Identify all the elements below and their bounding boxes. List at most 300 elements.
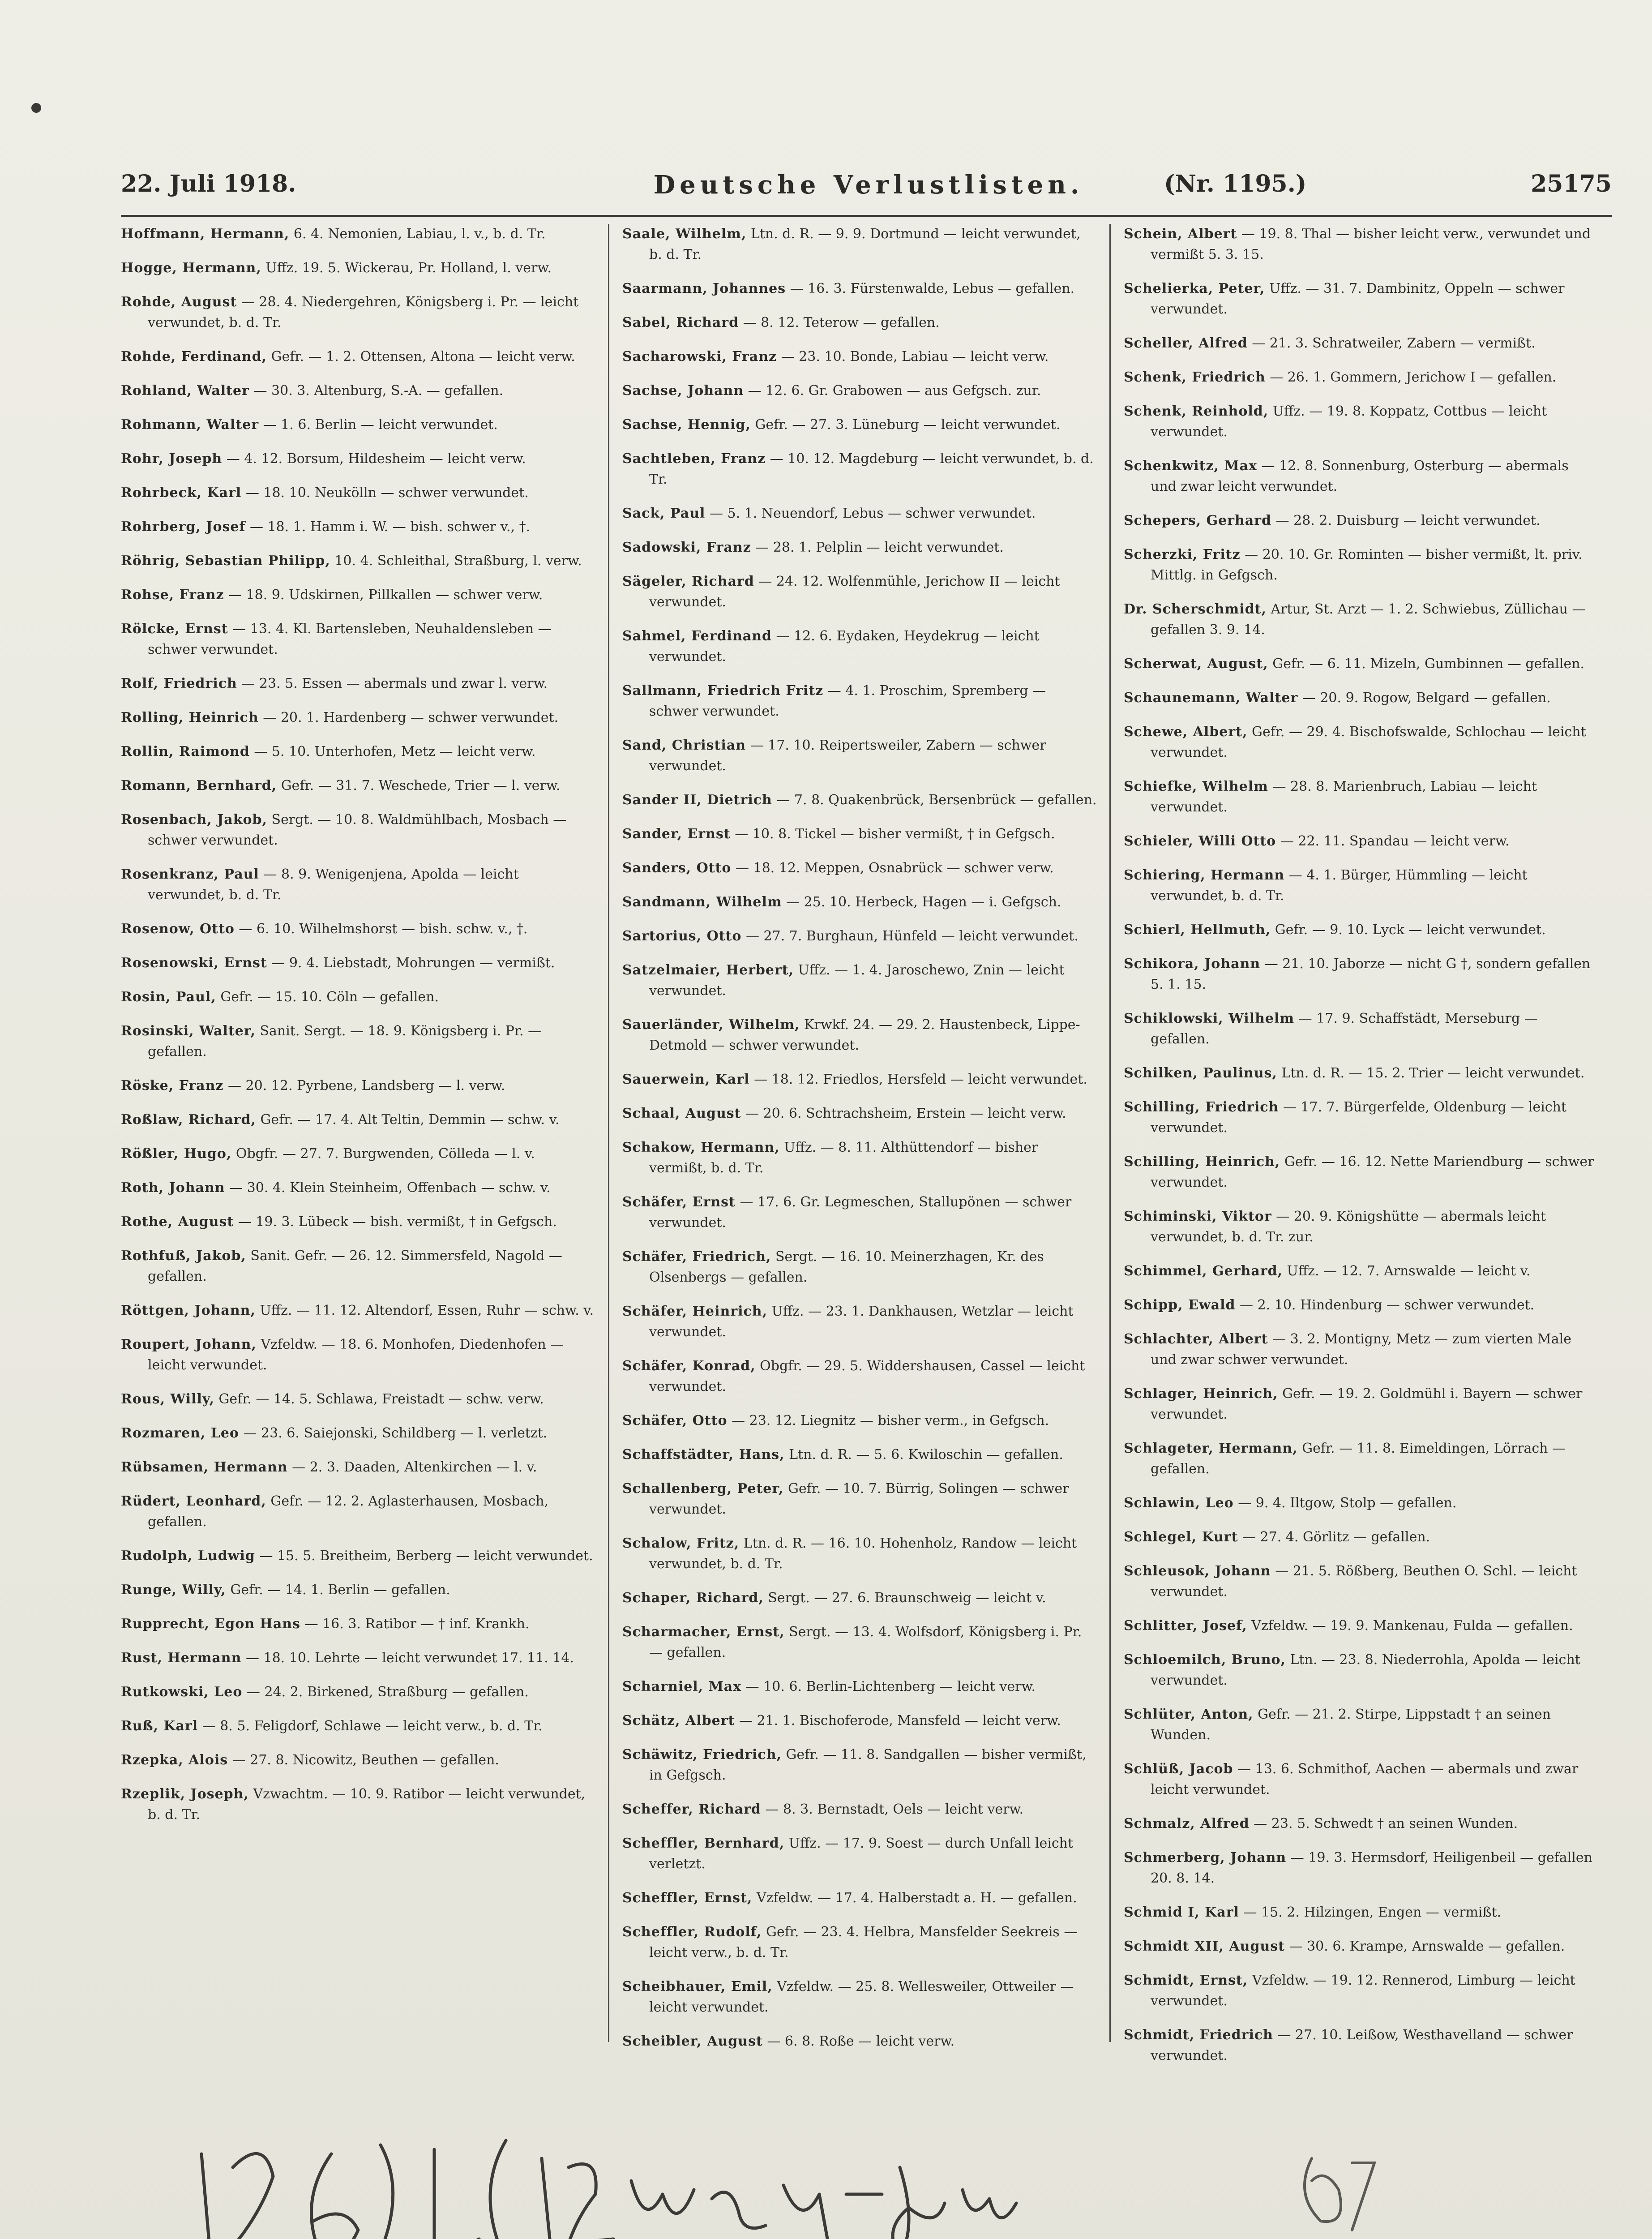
entry-name: Runge, Willy, (121, 1582, 226, 1598)
entry-details: Sergt. — 27. 6. Braunschweig — leicht v. (768, 1590, 1046, 1606)
entry-name: Schlegel, Kurt (1124, 1529, 1238, 1545)
entry-details: — 9. 4. Liebstadt, Mohrungen — vermißt. (271, 955, 555, 971)
entry-name: Schmidt XII, August (1124, 1939, 1285, 1954)
entry-details: Ltn. d. R. — 15. 2. Trier — leicht verwundet. (1281, 1065, 1585, 1081)
casualty-entry (1124, 688, 1598, 708)
entry-details: Vzfeldw. — 25. 8. Wellesweiler, Ottweiler — leicht verwundet. (649, 1979, 1074, 2015)
entry-name: Scheibler, August (622, 2033, 763, 2049)
entry-details: Ltn. d. R. — 5. 6. Kwiloschin — gefallen. (789, 1447, 1063, 1463)
entry-name: Rosenbach, Jakob, (121, 812, 267, 828)
margin-notes (121, 2060, 1612, 2239)
casualty-entry (1124, 1970, 1598, 2012)
entry-details: Vzfeldw. — 19. 9. Mankenau, Fulda — gefallen. (1251, 1618, 1573, 1634)
casualty-entry (121, 1300, 595, 1321)
entry-name: Rothfuß, Jakob, (121, 1248, 246, 1264)
casualty-entry (121, 708, 595, 728)
entry-name: Schmidt, Ernst, (1124, 1973, 1248, 1988)
entry-details: — 9. 4. Iltgow, Stolp — gefallen. (1238, 1495, 1457, 1511)
entry-details: Gefr. — 17. 4. Alt Teltin, Demmin — schw. v. (260, 1112, 560, 1128)
entry-name: Schmid I, Karl (1124, 1904, 1239, 1920)
entry-name: Schäfer, Otto (622, 1413, 728, 1428)
casualty-entry (622, 1015, 1097, 1056)
entry-details: — 20. 9. Königshütte — abermals leicht verwundet, b. d. Tr. zur. (1151, 1209, 1546, 1245)
entry-details: — 10. 12. Magdeburg — leicht verwundet, b. d. Tr. (649, 451, 1094, 487)
entry-details: — 5. 1. Neuendorf, Lebus — schwer verwundet. (710, 506, 1036, 521)
entry-details: Artur, St. Arzt — 1. 2. Schwiebus, Züllichau — gefallen 3. 9. 14. (1151, 601, 1586, 638)
entry-name: Roupert, Johann, (121, 1337, 257, 1352)
column-divider (1109, 224, 1111, 2042)
casualty-entry (622, 1479, 1097, 1520)
casualty-entry (121, 1246, 595, 1287)
entry-name: Schlager, Heinrich, (1124, 1386, 1278, 1402)
entry-details: — 20. 10. Gr. Rominten — bisher vermißt, lt. priv. Mittlg. in Gefgsch. (1151, 547, 1583, 583)
casualty-entry (622, 2031, 1097, 2052)
entry-details: — 18. 12. Meppen, Osnabrück — schwer verw. (735, 860, 1054, 876)
casualty-entry (1124, 333, 1598, 354)
entry-details: — 17. 10. Reipertsweiler, Zabern — schwer verwundet. (649, 738, 1046, 774)
entry-details: Uffz. — 19. 8. Koppatz, Cottbus — leicht verwundet. (1151, 403, 1547, 440)
entry-name: Sauerwein, Karl (622, 1072, 750, 1087)
entry-details: — 21. 10. Jaborze — nicht G †, sondern gefallen 5. 1. 15. (1151, 956, 1591, 992)
entry-name: Schein, Albert (1124, 226, 1237, 242)
casualty-entry (121, 953, 595, 974)
entry-details: Obgfr. — 29. 5. Widdershausen, Cassel — leicht verwundet. (649, 1358, 1085, 1394)
entry-details: Uffz. — 31. 7. Dambinitz, Oppeln — schwer verwundet. (1151, 281, 1565, 317)
entry-details: — 16. 3. Fürstenwalde, Lebus — gefallen. (790, 281, 1075, 296)
entry-details: — 28. 8. Marienbruch, Labiau — leicht verwundet. (1151, 779, 1537, 815)
entry-details: — 8. 3. Bernstadt, Oels — leicht verw. (765, 1801, 1024, 1817)
casualty-entry (121, 415, 595, 435)
entry-details: — 20. 1. Hardenberg — schwer verwundet. (263, 710, 559, 725)
casualty-entry (121, 619, 595, 660)
entry-name: Schiminski, Viktor (1124, 1209, 1272, 1224)
entry-details: — 28. 4. Niedergehren, Königsberg i. Pr. — leicht verwundet, b. d. Tr. (148, 294, 579, 330)
entry-name: Schierl, Hellmuth, (1124, 922, 1271, 938)
entry-name: Rohde, August (121, 294, 237, 310)
handwritten-annotation (184, 2127, 1034, 2239)
entry-details: — 4. 1. Proschim, Spremberg — schwer verwundet. (649, 683, 1046, 719)
entry-details: Uffz. — 11. 12. Altendorf, Essen, Ruhr — schw. v. (260, 1303, 594, 1318)
entry-name: Schenkwitz, Max (1124, 458, 1257, 474)
entry-details: — 24. 2. Birkened, Straßburg — gefallen. (246, 1684, 529, 1700)
casualty-entry (121, 1750, 595, 1771)
entry-name: Röttgen, Johann, (121, 1303, 256, 1318)
casualty-entry (121, 551, 595, 571)
casualty-entry (121, 258, 595, 279)
entry-details: — 21. 1. Bischoferode, Mansfeld — leicht verw. (739, 1713, 1061, 1729)
entry-details: Ltn. d. R. — 9. 9. Dortmund — leicht verwundet, b. d. Tr. (649, 226, 1081, 262)
entry-name: Rzeplik, Joseph, (121, 1786, 249, 1802)
column-divider (608, 224, 609, 2042)
casualty-entry (121, 810, 595, 851)
casualty-entry (1124, 1848, 1598, 1889)
casualty-entry (1124, 599, 1598, 640)
entry-name: Schmerberg, Johann (1124, 1850, 1287, 1866)
entry-details: — 30. 3. Altenburg, S.-A. — gefallen. (253, 383, 504, 399)
entry-name: Sanders, Otto (622, 860, 732, 876)
casualty-entry (622, 1137, 1097, 1179)
entry-details: Vzfeldw. — 17. 4. Halberstadt a. H. — gefallen. (756, 1890, 1077, 1906)
entry-name: Rozmaren, Leo (121, 1425, 239, 1441)
casualty-entry (1124, 1527, 1598, 1548)
casualty-entry (622, 824, 1097, 845)
entry-details: — 6. 8. Roße — leicht verw. (767, 2033, 955, 2049)
casualty-entry (622, 224, 1097, 265)
entry-name: Sallmann, Friedrich Fritz (622, 683, 824, 699)
entry-name: Schakow, Hermann, (622, 1140, 780, 1155)
entry-details: — 27. 4. Görlitz — gefallen. (1242, 1529, 1430, 1545)
casualty-list-columns (121, 224, 1612, 2063)
casualty-entry (121, 1178, 595, 1198)
entry-details: — 12. 6. Eydaken, Heydekrug — leicht verwundet. (649, 628, 1040, 665)
column-3 (1124, 224, 1598, 2063)
casualty-entry (622, 1833, 1097, 1874)
entry-details: — 16. 3. Ratibor — † inf. Krankh. (304, 1616, 530, 1632)
entry-name: Scharmacher, Ernst, (622, 1624, 785, 1640)
entry-name: Schleusok, Johann (1124, 1563, 1271, 1579)
casualty-entry (121, 1580, 595, 1600)
entry-details: — 6. 10. Wilhelmshorst — bish. schw. v., †. (239, 921, 528, 937)
entry-details: — 20. 6. Schtrachsheim, Erstein — leicht verw. (745, 1106, 1066, 1121)
entry-name: Rupprecht, Egon Hans (121, 1616, 301, 1632)
entry-details: Sanit. Sergt. — 18. 9. Königsberg i. Pr. — gefallen. (148, 1023, 542, 1059)
casualty-entry (1124, 1936, 1598, 1957)
entry-details: — 18. 10. Lehrte — leicht verwundet 17. 11. 14. (245, 1650, 574, 1666)
entry-name: Schenk, Reinhold, (1124, 403, 1269, 419)
entry-details: Gefr. — 12. 2. Aglasterhausen, Mosbach, gefallen. (148, 1493, 549, 1530)
entry-name: Rollin, Raimond (121, 744, 250, 759)
casualty-entry (121, 224, 595, 244)
casualty-entry (622, 1356, 1097, 1397)
entry-details: — 5. 10. Unterhofen, Metz — leicht verw. (254, 744, 536, 759)
casualty-entry (121, 1423, 595, 1444)
casualty-entry (121, 381, 595, 401)
entry-details: Gefr. — 9. 10. Lyck — leicht verwundet. (1275, 922, 1546, 938)
entry-name: Schlitter, Josef, (1124, 1618, 1247, 1634)
entry-details: — 2. 10. Hindenburg — schwer verwundet. (1240, 1297, 1535, 1313)
entry-name: Schiefke, Wilhelm (1124, 779, 1268, 794)
entry-details: — 27. 7. Burghaun, Hünfeld — leicht verwundet. (745, 928, 1079, 944)
entry-details: Gefr. — 10. 7. Bürrig, Solingen — schwer verwundet. (649, 1481, 1069, 1517)
entry-details: — 23. 5. Essen — abermals und zwar l. verw. (241, 676, 548, 691)
entry-name: Schäfer, Heinrich, (622, 1304, 768, 1319)
entry-details: — 30. 6. Krampe, Arnswalde — gefallen. (1289, 1939, 1565, 1954)
casualty-entry (622, 926, 1097, 947)
entry-details: — 21. 3. Schratweiler, Zabern — vermißt. (1252, 335, 1536, 351)
entry-details: Gefr. — 1. 2. Ottensen, Altona — leicht verw. (271, 349, 575, 365)
entry-name: Schilling, Heinrich, (1124, 1154, 1280, 1170)
entry-name: Scherwat, August, (1124, 656, 1268, 672)
casualty-entry (622, 381, 1097, 401)
casualty-entry (622, 1411, 1097, 1431)
casualty-entry (622, 1677, 1097, 1697)
casualty-entry (1124, 1063, 1598, 1084)
entry-name: Sahmel, Ferdinand (622, 628, 772, 644)
entry-details: — 2. 3. Daaden, Altenkirchen — l. v. (292, 1459, 537, 1475)
entry-name: Schäfer, Friedrich, (622, 1249, 771, 1265)
handwritten-mark (1285, 2132, 1401, 2239)
entry-name: Schipp, Ewald (1124, 1297, 1236, 1313)
entry-name: Rothe, August (121, 1214, 234, 1230)
casualty-entry (622, 892, 1097, 913)
casualty-entry (1124, 456, 1598, 497)
casualty-entry (121, 987, 595, 1008)
entry-details: Ltn. — 23. 8. Niederrohla, Apolda — leicht verwundet. (1151, 1652, 1580, 1688)
casualty-entry (622, 1622, 1097, 1663)
column-2 (622, 224, 1097, 2049)
entry-details: — 1. 6. Berlin — leicht verwundet. (263, 417, 498, 433)
entry-name: Schelierka, Peter, (1124, 281, 1265, 296)
handwriting-mark-strokes (1285, 2132, 1401, 2239)
entry-name: Rosenowski, Ernst (121, 955, 267, 971)
entry-name: Schlüter, Anton, (1124, 1707, 1254, 1722)
entry-details: Gefr. — 21. 2. Stirpe, Lippstadt † an seinen Wunden. (1151, 1707, 1551, 1743)
entry-name: Schäfer, Ernst (622, 1194, 736, 1210)
entry-name: Schieler, Willi Otto (1124, 833, 1276, 849)
entry-name: Rohland, Walter (121, 383, 249, 399)
entry-details: — 4. 1. Bürger, Hümmling — leicht verwundet, b. d. Tr. (1151, 867, 1528, 904)
casualty-entry (622, 1069, 1097, 1090)
entry-details: — 17. 7. Bürgerfelde, Oldenburg — leicht verwundet. (1151, 1099, 1567, 1136)
entry-details: — 23. 6. Saiejonski, Schildberg — l. verletzt. (243, 1425, 548, 1441)
casualty-entry (622, 537, 1097, 558)
entry-details: — 21. 5. Rößberg, Beuthen O. Schl. — leicht verwundet. (1151, 1563, 1577, 1600)
entry-name: Sack, Paul (622, 506, 706, 521)
casualty-entry (1124, 1493, 1598, 1514)
entry-details: — 10. 6. Berlin-Lichtenberg — leicht verw. (745, 1679, 1036, 1694)
casualty-entry (121, 1784, 595, 1825)
entry-details: Gefr. — 6. 11. Mizeln, Gumbinnen — gefallen. (1272, 656, 1585, 672)
entry-name: Röhrig, Sebastian Philipp, (121, 553, 330, 569)
entry-details: — 23. 12. Liegnitz — bisher verm., in Gefgsch. (732, 1413, 1049, 1428)
casualty-entry (1124, 865, 1598, 906)
entry-name: Scheffler, Bernhard, (622, 1836, 785, 1851)
casualty-entry (121, 742, 595, 762)
entry-name: Sadowski, Franz (622, 540, 751, 555)
entry-details: Vzwachtm. — 10. 9. Ratibor — leicht verwundet, b. d. Tr. (148, 1786, 586, 1823)
entry-details: — 26. 1. Gommern, Jerichow I — gefallen. (1270, 369, 1557, 385)
entry-details: — 30. 4. Klein Steinheim, Offenbach — schw. v. (229, 1180, 551, 1196)
entry-name: Schiklowski, Wilhelm (1124, 1011, 1295, 1026)
entry-name: Schilling, Friedrich (1124, 1099, 1279, 1115)
entry-name: Schloemilch, Bruno, (1124, 1652, 1286, 1668)
casualty-entry (622, 1247, 1097, 1288)
entry-details: Gefr. — 23. 4. Helbra, Mansfelder Seekreis — leicht verw., b. d. Tr. (649, 1924, 1078, 1960)
casualty-entry (1124, 1206, 1598, 1248)
entry-name: Hoffmann, Hermann, (121, 226, 290, 242)
entry-name: Rolf, Friedrich (121, 676, 237, 691)
entry-name: Sachse, Johann (622, 383, 744, 399)
entry-name: Schepers, Gerhard (1124, 513, 1272, 528)
entry-details: — 18. 10. Neukölln — schwer verwundet. (245, 485, 529, 501)
casualty-entry (622, 415, 1097, 435)
casualty-entry (1124, 1704, 1598, 1746)
entry-details: — 20. 12. Pyrbene, Landsberg — l. verw. (228, 1078, 505, 1094)
entry-details: — 28. 1. Pelplin — leicht verwundet. (755, 540, 1004, 555)
casualty-entry (622, 1192, 1097, 1233)
entry-name: Schätz, Albert (622, 1713, 735, 1729)
casualty-entry (1124, 1650, 1598, 1691)
casualty-entry (1124, 1438, 1598, 1480)
casualty-entry (1124, 776, 1598, 818)
entry-name: Rzepka, Alois (121, 1752, 228, 1768)
entry-details: — 22. 11. Spandau — leicht verw. (1280, 833, 1510, 849)
casualty-entry (622, 681, 1097, 722)
casualty-entry (121, 1457, 595, 1478)
entry-details: Gefr. — 19. 2. Goldmühl i. Bayern — schwer verwundet. (1151, 1386, 1583, 1422)
page-number: 25175 (1531, 170, 1612, 197)
column-1 (121, 224, 595, 2042)
entry-name: Schalow, Fritz, (622, 1536, 740, 1551)
entry-details: 6. 4. Nemonien, Labiau, l. v., b. d. Tr. (293, 226, 546, 242)
casualty-entry (622, 626, 1097, 667)
entry-name: Roth, Johann (121, 1180, 225, 1196)
entry-name: Rohmann, Walter (121, 417, 259, 433)
entry-details: — 18. 12. Friedlos, Hersfeld — leicht verwundet. (754, 1072, 1087, 1087)
casualty-entry (121, 1110, 595, 1130)
entry-name: Rößler, Hugo, (121, 1146, 232, 1162)
casualty-entry (121, 585, 595, 605)
entry-name: Scharniel, Max (622, 1679, 742, 1694)
entry-name: Rosin, Paul, (121, 989, 216, 1005)
entry-name: Scheffler, Ernst, (622, 1890, 753, 1906)
entry-details: Krwkf. 24. — 29. 2. Haustenbeck, Lippe-Detmold — schwer verwundet. (649, 1017, 1080, 1053)
casualty-entry (121, 1648, 595, 1669)
entry-name: Sägeler, Richard (622, 574, 754, 589)
entry-name: Schiering, Hermann (1124, 867, 1285, 883)
entry-name: Sachtleben, Franz (622, 451, 766, 467)
entry-name: Schmidt, Friedrich (1124, 2027, 1273, 2043)
casualty-entry (121, 292, 595, 333)
entry-details: — 17. 9. Schaffstädt, Merseburg — gefallen. (1151, 1011, 1538, 1047)
entry-details: Gefr. — 14. 1. Berlin — gefallen. (230, 1582, 450, 1598)
casualty-entry (1124, 401, 1598, 442)
entry-name: Scheffler, Rudolf, (622, 1924, 762, 1940)
entry-details: — 28. 2. Duisburg — leicht verwundet. (1275, 513, 1541, 528)
entry-name: Sauerländer, Wilhelm, (622, 1017, 800, 1033)
entry-details: — 20. 9. Rogow, Belgard — gefallen. (1302, 690, 1551, 706)
casualty-entry (622, 1977, 1097, 2018)
casualty-entry (622, 1301, 1097, 1343)
casualty-entry (1124, 1384, 1598, 1425)
issue-number: (Nr. 1195.) (1164, 170, 1307, 197)
entry-details: Gefr. — 27. 3. Lüneburg — leicht verwundet. (755, 417, 1061, 433)
entry-details: — 13. 6. Schmithof, Aachen — abermals und zwar leicht verwundet. (1151, 1761, 1579, 1797)
entry-name: Scherzki, Fritz (1124, 547, 1241, 562)
entry-name: Roßlaw, Richard, (121, 1112, 256, 1128)
entry-details: — 12. 6. Gr. Grabowen — aus Gefgsch. zur. (748, 383, 1041, 399)
entry-details: — 19. 3. Lübeck — bish. vermißt, † in Gefgsch. (238, 1214, 557, 1230)
entry-details: Gefr. — 14. 5. Schlawa, Freistadt — schw. verw. (218, 1391, 544, 1407)
casualty-entry (121, 1491, 595, 1532)
entry-name: Rohr, Joseph (121, 451, 223, 467)
entry-details: 10. 4. Schleithal, Straßburg, l. verw. (334, 553, 582, 569)
casualty-entry (1124, 1902, 1598, 1923)
entry-details: — 19. 8. Thal — bisher leicht verw., verwundet und vermißt 5. 3. 15. (1151, 226, 1591, 262)
casualty-entry (121, 1334, 595, 1376)
casualty-entry (121, 1614, 595, 1634)
entry-name: Schäwitz, Friedrich, (622, 1747, 782, 1763)
casualty-entry (622, 960, 1097, 1001)
publication-title: Deutsche Verlustlisten. (653, 170, 1084, 200)
casualty-entry (1124, 367, 1598, 388)
entry-details: Sergt. — 10. 8. Waldmühlbach, Mosbach — schwer verwundet. (148, 812, 567, 848)
entry-details: — 15. 2. Hilzingen, Engen — vermißt. (1243, 1904, 1502, 1920)
entry-name: Dr. Scherschmidt, (1124, 601, 1267, 617)
casualty-entry (121, 1716, 595, 1737)
entry-name: Rust, Hermann (121, 1650, 242, 1666)
casualty-entry (1124, 1759, 1598, 1800)
entry-name: Rosenow, Otto (121, 921, 235, 937)
casualty-entry (1124, 1152, 1598, 1193)
entry-name: Sander, Ernst (622, 826, 731, 842)
entry-details: Uffz. 19. 5. Wickerau, Pr. Holland, l. verw. (265, 260, 552, 276)
casualty-entry (1124, 1814, 1598, 1834)
entry-details: Sanit. Gefr. — 26. 12. Simmersfeld, Nagold — gefallen. (148, 1248, 562, 1284)
entry-details: Uffz. — 12. 7. Arnswalde — leicht v. (1287, 1263, 1531, 1279)
casualty-entry (622, 279, 1097, 299)
entry-details: Gefr. — 11. 8. Eimeldingen, Lörrach — gefallen. (1151, 1441, 1566, 1477)
entry-name: Rolling, Heinrich (121, 710, 259, 725)
entry-name: Schmalz, Alfred (1124, 1816, 1250, 1832)
entry-name: Sabel, Richard (622, 315, 739, 330)
casualty-entry (121, 1546, 595, 1566)
entry-name: Rous, Willy, (121, 1391, 214, 1407)
entry-details: — 8. 5. Feligdorf, Schlawe — leicht verw., b. d. Tr. (202, 1718, 543, 1734)
entry-details: — 25. 10. Herbeck, Hagen — i. Gefgsch. (786, 894, 1061, 910)
casualty-entry (1124, 279, 1598, 320)
entry-name: Schaper, Richard, (622, 1590, 764, 1606)
casualty-entry (622, 1799, 1097, 1820)
casualty-entry (121, 1212, 595, 1232)
handwriting-strokes (184, 2127, 1034, 2239)
casualty-entry (622, 858, 1097, 879)
casualty-entry (622, 1103, 1097, 1124)
entry-details: Gefr. — 16. 12. Nette Mariendburg — schwer verwundet. (1151, 1154, 1594, 1190)
casualty-entry (1124, 831, 1598, 852)
entry-details: — 24. 12. Wolfenmühle, Jerichow II — leicht verwundet. (649, 574, 1060, 610)
entry-details: Vzfeldw. — 19. 12. Rennerod, Limburg — leicht verwundet. (1151, 1973, 1575, 2009)
entry-name: Schimmel, Gerhard, (1124, 1263, 1283, 1279)
casualty-entry (1124, 1008, 1598, 1050)
entry-details: Sergt. — 13. 4. Wolfsdorf, Königsberg i. Pr. — gefallen. (649, 1624, 1082, 1660)
entry-name: Rohde, Ferdinand, (121, 349, 267, 365)
casualty-entry (121, 517, 595, 537)
entry-name: Scheller, Alfred (1124, 335, 1248, 351)
entry-details: — 18. 1. Hamm i. W. — bish. schwer v., †. (249, 519, 531, 535)
casualty-entry (1124, 224, 1598, 265)
entry-name: Scheffer, Richard (622, 1801, 761, 1817)
entry-details: — 7. 8. Quakenbrück, Bersenbrück — gefallen. (776, 792, 1097, 808)
entry-name: Rudolph, Ludwig (121, 1548, 255, 1564)
casualty-entry (121, 483, 595, 503)
entry-name: Rosinski, Walter, (121, 1023, 256, 1039)
entry-name: Rübsamen, Hermann (121, 1459, 288, 1475)
casualty-entry (622, 1745, 1097, 1786)
casualty-entry (622, 571, 1097, 613)
entry-name: Saarmann, Johannes (622, 281, 786, 296)
entry-name: Rohrbeck, Karl (121, 485, 242, 501)
entry-details: Uffz. — 8. 11. Althüttendorf — bisher vermißt, b. d. Tr. (649, 1140, 1038, 1176)
entry-name: Schikora, Johann (1124, 956, 1261, 972)
entry-details: Gefr. — 15. 10. Cöln — gefallen. (220, 989, 439, 1005)
entry-name: Röske, Franz (121, 1078, 224, 1094)
entry-name: Sachse, Hennig, (622, 417, 751, 433)
casualty-entry (121, 1076, 595, 1096)
entry-name: Schaffstädter, Hans, (622, 1447, 785, 1463)
entry-name: Sander II, Dietrich (622, 792, 772, 808)
entry-name: Schaunemann, Walter (1124, 690, 1298, 706)
